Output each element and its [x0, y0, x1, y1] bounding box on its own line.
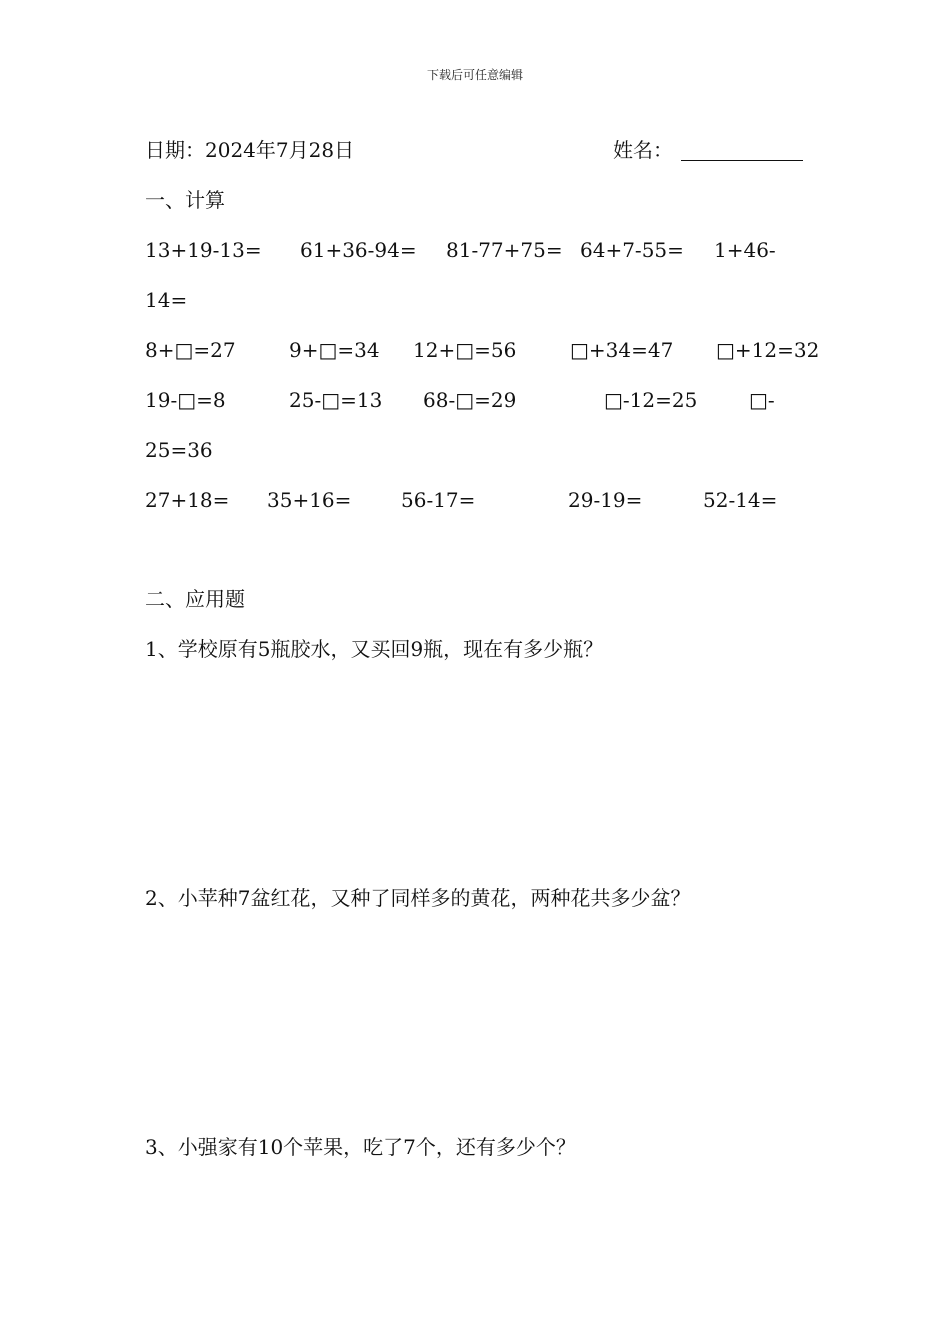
problem: 35+16=: [267, 488, 352, 512]
section-title-calculation: 一、计算: [145, 188, 225, 212]
word-problem-3: 3、小强家有10个苹果，吃了7个，还有多少个？: [145, 1135, 576, 1159]
header-note: 下载后可任意编辑: [426, 68, 523, 82]
problem: 25-□=13: [289, 388, 383, 412]
problem: 56-17=: [401, 488, 476, 512]
problem: 12+□=56: [413, 338, 517, 362]
problem: 52-14=: [703, 488, 778, 512]
problem-continued: 14=: [145, 288, 188, 312]
problem: 1+46-: [714, 238, 776, 262]
section-title-word-problems: 二、应用题: [145, 587, 245, 611]
problem: □+34=47: [570, 338, 674, 362]
problem: 68-□=29: [423, 388, 517, 412]
problem: 61+36-94=: [300, 238, 417, 262]
problem-continued: 25=36: [145, 438, 213, 462]
problem: 9+□=34: [289, 338, 380, 362]
problem: 29-19=: [568, 488, 643, 512]
name-label: 姓名：: [613, 138, 673, 162]
problem: 64+7-55=: [580, 238, 684, 262]
problem: 27+18=: [145, 488, 230, 512]
problem: □-12=25: [604, 388, 698, 412]
problem: 81-77+75=: [446, 238, 563, 262]
word-problem-2: 2、小苹种7盆红花，又种了同样多的黄花，两种花共多少盆？: [145, 886, 691, 910]
problem: 19-□=8: [145, 388, 226, 412]
problem: 13+19-13=: [145, 238, 262, 262]
word-problem-1: 1、学校原有5瓶胶水，又买回9瓶，现在有多少瓶？: [145, 637, 604, 661]
name-blank-line[interactable]: [681, 160, 803, 161]
date-label: 日期：2024年7月28日: [145, 138, 355, 162]
problem: 8+□=27: [145, 338, 236, 362]
problem: □-: [749, 388, 775, 412]
problem: □+12=32: [716, 338, 820, 362]
